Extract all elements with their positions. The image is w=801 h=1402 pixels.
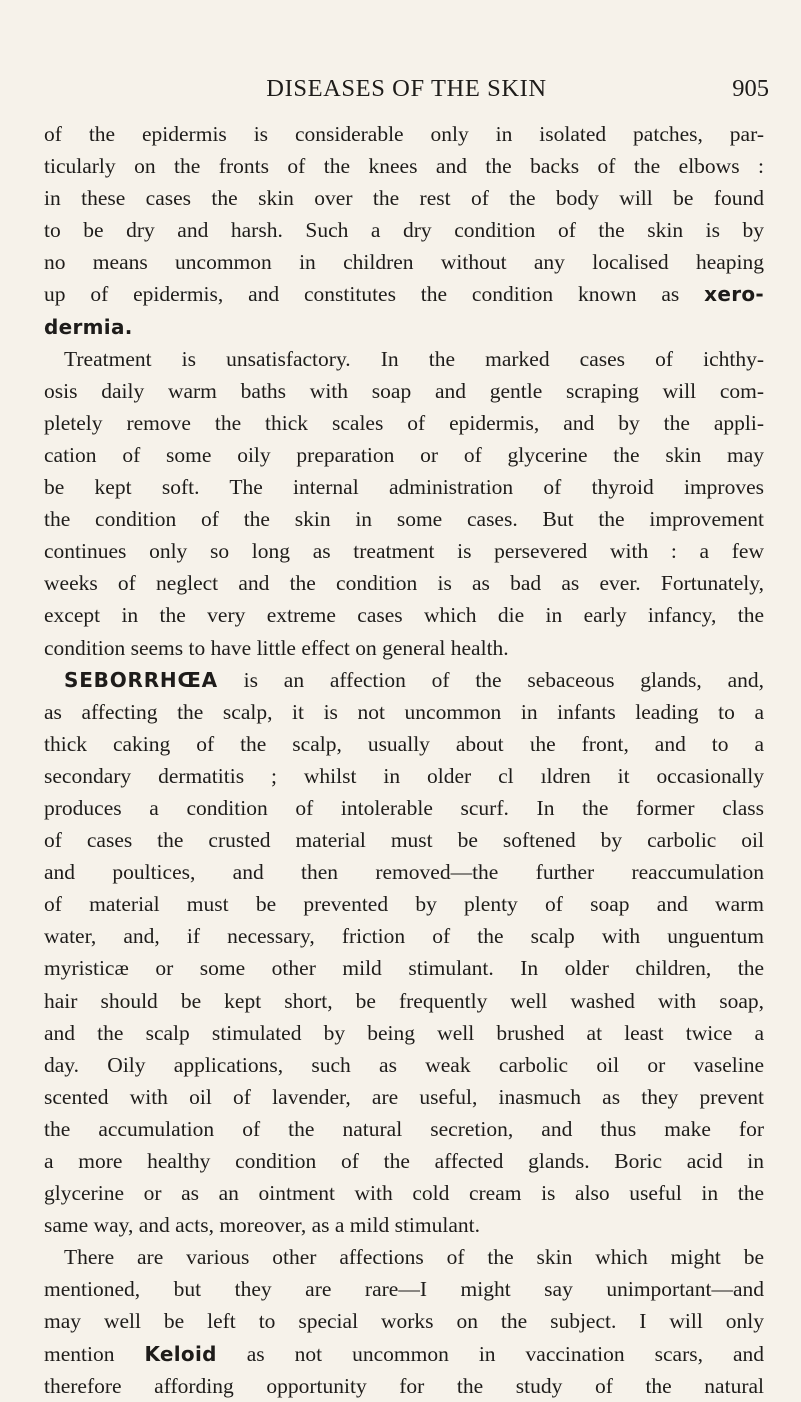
text-line: the condition of the skin in some cases. But the improvement <box>44 507 764 532</box>
text-line: the accumulation of the natural secretion, and thus make for <box>44 1116 764 1141</box>
text-line: glycerine or as an ointment with cold cream is also useful in the <box>44 1181 764 1206</box>
text-line: continues only so long as treatment is persevered with : a few <box>44 539 764 564</box>
text-line: ticularly on the fronts of the knees and the backs of the elbows : <box>44 154 764 179</box>
term-xerodermia-part1: xero- <box>704 282 764 307</box>
text-span: up of epidermis, and constitutes the condition known as <box>44 282 680 307</box>
text-line: to be dry and harsh. Such a dry condition of the skin is by <box>44 218 764 243</box>
text-line: day. Oily applications, such as weak carbolic oil or vaseline <box>44 1052 764 1077</box>
text-line: pletely remove the thick scales of epidermis, and by the appli- <box>44 410 764 435</box>
text-line <box>44 278 764 310</box>
text-line: weeks of neglect and the condition is as bad as ever. Fortunately, <box>44 571 764 596</box>
text-line: osis daily warm baths with soap and gentle scraping will com- <box>44 378 764 403</box>
text-line: therefore affording opportunity for the study of the natural <box>44 1373 764 1398</box>
text-line: secondary dermatitis ; whilst in older cl ıldren it occasionally <box>44 763 764 788</box>
text-line: of cases the crusted material must be softened by carbolic oil <box>44 828 764 853</box>
text-line: scented with oil of lavender, are useful, inasmuch as they prevent <box>44 1084 764 1109</box>
text-line <box>44 1338 764 1370</box>
text-line: be kept soft. The internal administration of thyroid improves <box>44 475 764 500</box>
text-line: cation of some oily preparation or of glycerine the skin may <box>44 442 764 467</box>
running-title: DISEASES OF THE SKIN <box>266 75 547 102</box>
text-line: of the epidermis is considerable only in isolated patches, par- <box>44 122 764 146</box>
term-xerodermia-part2: dermia. <box>44 314 133 339</box>
text-line: of material must be prevented by plenty of soap and warm <box>44 892 764 917</box>
page-number: 905 <box>732 75 769 102</box>
running-head <box>44 74 769 104</box>
text-line: a more healthy condition of the affected glands. Boric acid in <box>44 1149 764 1173</box>
text-line: in these cases the skin over the rest of the body will be found <box>44 186 764 211</box>
text-span: is an affection of the sebaceous glands, and, <box>243 667 764 692</box>
text-line: condition seems to have little effect on general health. <box>44 635 509 660</box>
paragraph-start-line <box>44 664 764 696</box>
body-text <box>44 118 764 1402</box>
text-line: as affecting the scalp, it is not uncommon in infants leading to a <box>44 699 764 724</box>
text-span: as not uncommon in vaccination scars, and <box>246 1341 765 1366</box>
paragraph-start-line: Treatment is unsatisfactory. In the marked cases of ichthy- <box>64 346 764 371</box>
text-line: produces a condition of intolerable scurf. In the former class <box>44 795 764 820</box>
text-line: mentioned, but they are rare—I might say unimportant—and <box>44 1277 764 1302</box>
text-line: same way, and acts, moreover, as a mild stimulant. <box>44 1213 480 1238</box>
text-line <box>44 311 764 343</box>
text-line: water, and, if necessary, friction of the scalp with unguentum <box>44 924 764 949</box>
text-line: thick caking of the scalp, usually about ιhe front, and to a <box>44 731 764 756</box>
text-span: mention <box>44 1341 115 1366</box>
text-line: no means uncommon in children without any localised heaping <box>44 250 764 275</box>
term-seborrhoea: SEBORRHŒA <box>64 667 218 692</box>
text-line: and the scalp stimulated by being well brushed at least twice a <box>44 1020 764 1045</box>
paragraph-start-line: There are various other affections of the skin which might be <box>64 1245 764 1270</box>
text-line: and poultices, and then removed—the further reaccumulation <box>44 860 764 885</box>
text-line: may well be left to special works on the subject. I will only <box>44 1309 764 1334</box>
text-line: myristicæ or some other mild stimulant. In older children, the <box>44 956 764 981</box>
term-keloid: Keloid <box>144 1341 217 1366</box>
text-line: except in the very extreme cases which die in early infancy, the <box>44 603 764 628</box>
text-line: hair should be kept short, be frequently well washed with soap, <box>44 988 764 1013</box>
